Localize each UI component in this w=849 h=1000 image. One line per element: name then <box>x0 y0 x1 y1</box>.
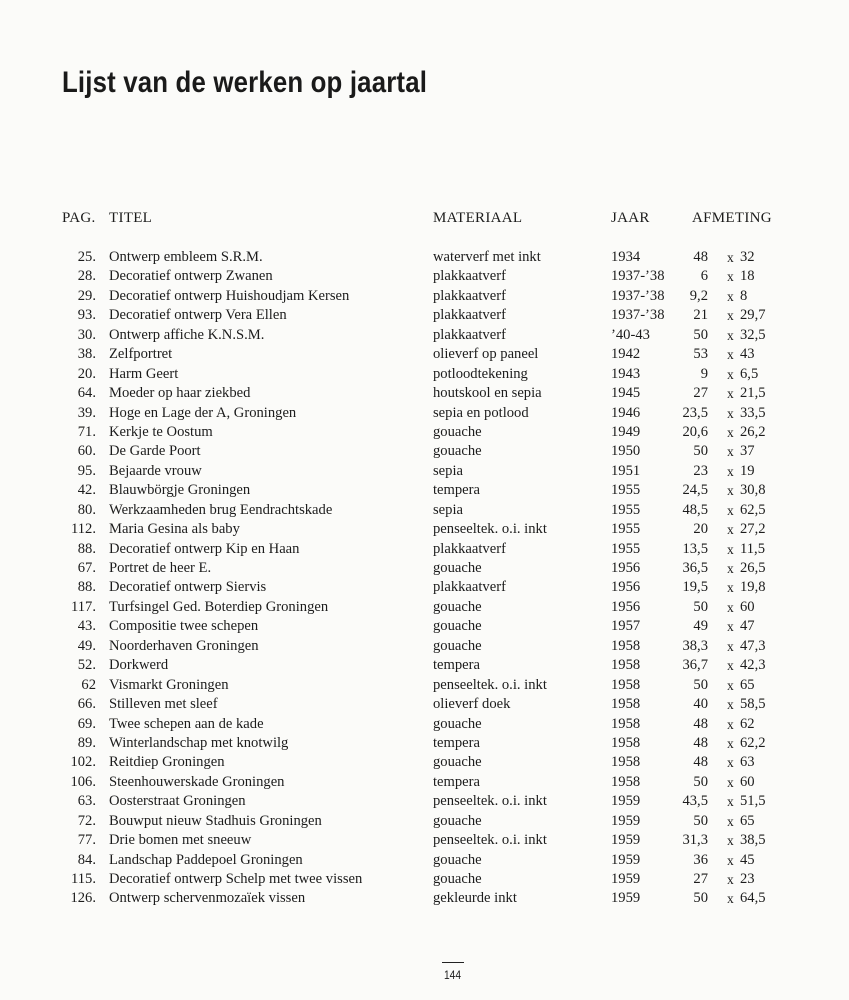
row-page: 28. <box>77 268 96 285</box>
row-year: 1958 <box>611 734 641 751</box>
row-year: 1943 <box>611 365 641 382</box>
row-title: Winterlandschap met knotwilg <box>109 734 289 751</box>
table-row <box>0 501 849 520</box>
row-page: 77. <box>77 832 96 849</box>
row-year: 1956 <box>611 579 641 596</box>
row-height: 62,5 <box>740 501 766 518</box>
works-table <box>0 248 849 909</box>
header-jaar: JAAR <box>611 210 650 226</box>
row-dimension-separator: x <box>727 833 734 849</box>
row-dimension-separator: x <box>727 638 734 654</box>
row-material: sepia en potlood <box>433 404 529 421</box>
table-row <box>0 365 849 384</box>
row-material: plakkaatverf <box>433 268 506 285</box>
row-title: Decoratief ontwerp Schelp met twee vissen <box>109 871 363 887</box>
row-year: 1959 <box>611 890 641 907</box>
table-row <box>0 889 849 908</box>
row-title: Reitdiep Groningen <box>109 754 225 771</box>
row-height: 26,5 <box>740 560 766 576</box>
row-height: 32,5 <box>740 326 766 343</box>
row-dimension-separator: x <box>727 250 734 265</box>
row-year: 1958 <box>611 773 641 790</box>
row-height: 29,7 <box>740 307 766 324</box>
table-row <box>0 267 849 286</box>
row-height: 19,8 <box>740 579 766 596</box>
row-width: 19,5 <box>682 579 708 596</box>
table-row <box>0 695 849 714</box>
row-page: 42. <box>77 482 96 499</box>
row-dimension-separator: x <box>727 541 734 557</box>
row-width: 9 <box>700 365 708 382</box>
table-row <box>0 462 849 481</box>
row-width: 48 <box>693 249 708 265</box>
row-title: Ontwerp embleem S.R.M. <box>109 249 263 265</box>
row-width: 20 <box>693 521 708 538</box>
row-material: houtskool en sepia <box>433 385 542 402</box>
row-dimension-separator: x <box>727 444 734 460</box>
row-material: gouache <box>433 618 482 635</box>
table-row <box>0 384 849 403</box>
row-material: plakkaatverf <box>433 326 506 343</box>
row-height: 18 <box>740 268 755 285</box>
row-width: 50 <box>693 443 708 460</box>
page-title: Lijst van de werken op jaartal <box>62 66 428 99</box>
row-title: Noorderhaven Groningen <box>109 637 259 654</box>
row-width: 38,3 <box>682 637 708 654</box>
row-year: 1951 <box>611 462 641 479</box>
row-height: 43 <box>740 346 755 363</box>
row-page: 49. <box>77 637 96 654</box>
row-year: ’40-43 <box>611 326 650 343</box>
row-dimension-separator: x <box>727 658 734 674</box>
row-year: 1937-’38 <box>611 287 665 304</box>
table-row <box>0 851 849 870</box>
row-year: 1955 <box>611 501 641 518</box>
row-material: gouache <box>433 560 482 576</box>
row-title: Kerkje te Oostum <box>109 423 213 440</box>
row-width: 31,3 <box>682 832 708 849</box>
row-title: Stilleven met sleef <box>109 696 218 713</box>
row-height: 23 <box>740 871 755 887</box>
row-title: Oosterstraat Groningen <box>109 793 246 810</box>
row-year: 1959 <box>611 793 641 810</box>
row-height: 60 <box>740 773 755 790</box>
row-dimension-separator: x <box>727 502 734 518</box>
table-row <box>0 520 849 539</box>
row-material: penseeltek. o.i. inkt <box>433 832 547 849</box>
table-row <box>0 753 849 772</box>
row-height: 19 <box>740 462 755 479</box>
row-page: 106. <box>70 773 96 790</box>
row-year: 1958 <box>611 676 641 693</box>
row-material: sepia <box>433 501 463 518</box>
header-afmeting: AFMETING <box>692 210 772 226</box>
row-height: 11,5 <box>740 540 765 557</box>
row-height: 30,8 <box>740 482 766 499</box>
row-material: gouache <box>433 871 482 887</box>
row-dimension-separator: x <box>727 619 734 635</box>
row-material: tempera <box>433 657 480 674</box>
row-material: plakkaatverf <box>433 540 506 557</box>
table-row <box>0 637 849 656</box>
row-height: 60 <box>740 598 755 615</box>
row-page: 88. <box>77 579 96 596</box>
row-height: 62 <box>740 715 755 732</box>
row-dimension-separator: x <box>727 852 734 868</box>
row-width: 36,5 <box>682 560 708 576</box>
row-height: 33,5 <box>740 404 766 421</box>
row-page: 117. <box>71 598 96 615</box>
row-page: 20. <box>77 365 96 382</box>
row-material: penseeltek. o.i. inkt <box>433 793 547 810</box>
row-title: Moeder op haar ziekbed <box>109 385 251 402</box>
row-page: 102. <box>70 754 96 771</box>
row-year: 1942 <box>611 346 641 363</box>
row-title: Twee schepen aan de kade <box>109 715 264 732</box>
row-material: penseeltek. o.i. inkt <box>433 676 547 693</box>
row-title: Vismarkt Groningen <box>109 676 229 693</box>
row-dimension-separator: x <box>727 366 734 382</box>
row-width: 49 <box>693 618 708 635</box>
row-height: 32 <box>740 249 755 265</box>
row-dimension-separator: x <box>727 580 734 596</box>
row-year: 1955 <box>611 482 641 499</box>
row-width: 48,5 <box>682 501 708 518</box>
row-year: 1958 <box>611 715 641 732</box>
row-year: 1956 <box>611 560 641 576</box>
row-dimension-separator: x <box>727 269 734 285</box>
row-width: 36,7 <box>682 657 708 674</box>
table-row <box>0 326 849 345</box>
row-dimension-separator: x <box>727 386 734 402</box>
header-pag: PAG. <box>62 210 96 226</box>
row-material: olieverf doek <box>433 696 511 713</box>
row-year: 1955 <box>611 540 641 557</box>
row-title: Maria Gesina als baby <box>109 521 240 538</box>
row-material: plakkaatverf <box>433 307 506 324</box>
row-year: 1934 <box>611 249 641 265</box>
row-height: 38,5 <box>740 832 766 849</box>
table-row <box>0 734 849 753</box>
row-dimension-separator: x <box>727 755 734 771</box>
row-title: Steenhouwerskade Groningen <box>109 773 285 790</box>
row-height: 45 <box>740 851 755 868</box>
row-dimension-separator: x <box>727 735 734 751</box>
row-width: 24,5 <box>682 482 708 499</box>
row-title: Zelfportret <box>109 346 173 363</box>
row-height: 21,5 <box>740 385 766 402</box>
row-width: 48 <box>693 715 708 732</box>
row-material: tempera <box>433 773 480 790</box>
table-row <box>0 306 849 325</box>
header-materiaal: MATERIAAL <box>433 210 523 226</box>
row-height: 8 <box>740 287 748 304</box>
row-material: waterverf met inkt <box>433 249 541 265</box>
table-row <box>0 578 849 597</box>
row-title: Turfsingel Ged. Boterdiep Groningen <box>109 598 329 615</box>
row-page: 52. <box>77 657 96 674</box>
row-year: 1958 <box>611 657 641 674</box>
page-number: 144 <box>444 968 462 982</box>
row-dimension-separator: x <box>727 872 734 887</box>
table-row <box>0 423 849 442</box>
row-title: Hoge en Lage der A, Groningen <box>109 404 297 421</box>
row-page: 93. <box>77 307 96 324</box>
table-row <box>0 715 849 734</box>
row-title: Landschap Paddepoel Groningen <box>109 851 303 868</box>
row-title: Decoratief ontwerp Vera Ellen <box>109 307 287 324</box>
row-page: 60. <box>77 443 96 460</box>
row-dimension-separator: x <box>727 463 734 479</box>
row-title: Drie bomen met sneeuw <box>109 832 252 849</box>
row-height: 42,3 <box>740 657 766 674</box>
row-year: 1949 <box>611 423 641 440</box>
row-material: gouache <box>433 715 482 732</box>
table-row <box>0 773 849 792</box>
row-year: 1959 <box>611 832 641 849</box>
row-year: 1958 <box>611 754 641 771</box>
row-material: sepia <box>433 462 463 479</box>
row-dimension-separator: x <box>727 288 734 304</box>
row-width: 6 <box>700 268 708 285</box>
row-dimension-separator: x <box>727 774 734 790</box>
table-header <box>0 210 849 232</box>
table-row <box>0 831 849 850</box>
row-dimension-separator: x <box>727 813 734 829</box>
row-title: De Garde Poort <box>109 443 201 460</box>
row-height: 51,5 <box>740 793 766 810</box>
row-width: 50 <box>693 890 708 907</box>
row-page: 126. <box>70 890 96 907</box>
row-width: 48 <box>693 734 708 751</box>
row-height: 65 <box>740 676 755 693</box>
row-title: Ontwerp schervenmozaïek vissen <box>109 890 306 907</box>
row-page: 89. <box>77 734 96 751</box>
row-width: 50 <box>693 326 708 343</box>
row-width: 40 <box>693 696 708 713</box>
row-dimension-separator: x <box>727 424 734 440</box>
row-title: Werkzaamheden brug Eendrachtskade <box>109 501 333 518</box>
row-page: 66. <box>77 696 96 713</box>
row-material: gouache <box>433 754 482 771</box>
row-year: 1937-’38 <box>611 307 665 324</box>
row-page: 112. <box>71 521 96 538</box>
table-row <box>0 559 849 578</box>
row-title: Decoratief ontwerp Huishoudjam Kersen <box>109 287 350 304</box>
table-row <box>0 442 849 461</box>
row-material: gouache <box>433 598 482 615</box>
row-page: 43. <box>77 618 96 635</box>
row-page: 67. <box>77 560 96 576</box>
row-width: 27 <box>693 385 708 402</box>
row-title: Bejaarde vrouw <box>109 462 202 479</box>
row-dimension-separator: x <box>727 405 734 421</box>
row-dimension-separator: x <box>727 347 734 363</box>
table-row <box>0 656 849 675</box>
row-year: 1957 <box>611 618 641 635</box>
row-height: 63 <box>740 754 755 771</box>
row-material: tempera <box>433 734 480 751</box>
row-dimension-separator: x <box>727 308 734 324</box>
row-width: 23,5 <box>682 404 708 421</box>
row-year: 1956 <box>611 598 641 615</box>
row-material: tempera <box>433 482 480 499</box>
row-title: Decoratief ontwerp Kip en Haan <box>109 540 300 557</box>
row-material: plakkaatverf <box>433 287 506 304</box>
table-row <box>0 812 849 831</box>
row-page: 84. <box>77 851 96 868</box>
table-row <box>0 287 849 306</box>
row-material: gekleurde inkt <box>433 890 517 907</box>
table-row <box>0 676 849 695</box>
table-row <box>0 248 849 267</box>
row-page: 39. <box>77 404 96 421</box>
row-height: 37 <box>740 443 755 460</box>
row-title: Dorkwerd <box>109 657 169 674</box>
row-material: olieverf op paneel <box>433 346 539 363</box>
row-width: 20,6 <box>682 423 708 440</box>
row-dimension-separator: x <box>727 677 734 693</box>
row-dimension-separator: x <box>727 794 734 810</box>
row-page: 72. <box>77 812 96 829</box>
row-title: Harm Geert <box>109 365 179 382</box>
row-page: 88. <box>77 540 96 557</box>
row-material: gouache <box>433 851 482 868</box>
row-page: 95. <box>77 462 96 479</box>
row-material: gouache <box>433 443 482 460</box>
row-material: gouache <box>433 812 482 829</box>
row-page: 62 <box>81 676 96 693</box>
row-dimension-separator: x <box>727 697 734 713</box>
row-page: 30. <box>77 326 96 343</box>
row-year: 1945 <box>611 385 641 402</box>
row-page: 64. <box>77 385 96 402</box>
table-row <box>0 792 849 811</box>
row-page: 25. <box>77 249 96 265</box>
row-title: Portret de heer E. <box>109 560 212 576</box>
row-year: 1950 <box>611 443 641 460</box>
row-year: 1959 <box>611 871 641 887</box>
row-width: 21 <box>693 307 708 324</box>
row-page: 80. <box>77 501 96 518</box>
row-width: 27 <box>693 871 708 887</box>
row-year: 1958 <box>611 637 641 654</box>
row-material: gouache <box>433 637 482 654</box>
row-dimension-separator: x <box>727 716 734 732</box>
row-dimension-separator: x <box>727 891 734 907</box>
row-page: 63. <box>77 793 96 810</box>
row-width: 50 <box>693 598 708 615</box>
row-dimension-separator: x <box>727 522 734 538</box>
header-titel: TITEL <box>109 210 153 226</box>
row-year: 1958 <box>611 696 641 713</box>
table-row <box>0 598 849 617</box>
table-row <box>0 404 849 423</box>
row-width: 50 <box>693 676 708 693</box>
row-dimension-separator: x <box>727 483 734 499</box>
row-title: Decoratief ontwerp Siervis <box>109 579 267 596</box>
row-width: 50 <box>693 773 708 790</box>
row-page: 115. <box>71 871 96 887</box>
row-width: 50 <box>693 812 708 829</box>
row-year: 1959 <box>611 851 641 868</box>
row-year: 1937-’38 <box>611 268 665 285</box>
table-row <box>0 540 849 559</box>
row-material: plakkaatverf <box>433 579 506 596</box>
row-height: 62,2 <box>740 734 766 751</box>
row-width: 53 <box>693 346 708 363</box>
row-height: 26,2 <box>740 423 766 440</box>
table-row <box>0 481 849 500</box>
row-width: 9,2 <box>689 287 708 304</box>
row-dimension-separator: x <box>727 327 734 343</box>
row-width: 13,5 <box>682 540 708 557</box>
row-title: Ontwerp affiche K.N.S.M. <box>109 326 265 343</box>
row-height: 65 <box>740 812 755 829</box>
page-number-rule <box>442 962 464 963</box>
row-year: 1955 <box>611 521 641 538</box>
row-title: Bouwput nieuw Stadhuis Groningen <box>109 812 322 829</box>
row-width: 36 <box>693 851 708 868</box>
table-row <box>0 870 849 889</box>
row-width: 43,5 <box>682 793 708 810</box>
row-title: Blauwbörgje Groningen <box>109 482 251 499</box>
row-title: Decoratief ontwerp Zwanen <box>109 268 273 285</box>
row-title: Compositie twee schepen <box>109 618 259 635</box>
row-height: 64,5 <box>740 890 766 907</box>
row-dimension-separator: x <box>727 599 734 615</box>
row-height: 47,3 <box>740 637 766 654</box>
row-height: 6,5 <box>740 365 759 382</box>
row-dimension-separator: x <box>727 561 734 576</box>
row-year: 1946 <box>611 404 641 421</box>
row-page: 29. <box>77 287 96 304</box>
row-height: 47 <box>740 618 755 635</box>
row-year: 1959 <box>611 812 641 829</box>
row-height: 27,2 <box>740 521 766 538</box>
table-row <box>0 617 849 636</box>
row-material: penseeltek. o.i. inkt <box>433 521 547 538</box>
table-row <box>0 345 849 364</box>
row-height: 58,5 <box>740 696 766 713</box>
row-page: 38. <box>77 346 96 363</box>
row-page: 69. <box>77 715 96 732</box>
row-page: 71. <box>77 423 96 440</box>
row-material: potloodtekening <box>433 365 528 382</box>
row-material: gouache <box>433 423 482 440</box>
row-width: 23 <box>693 462 708 479</box>
row-width: 48 <box>693 754 708 771</box>
